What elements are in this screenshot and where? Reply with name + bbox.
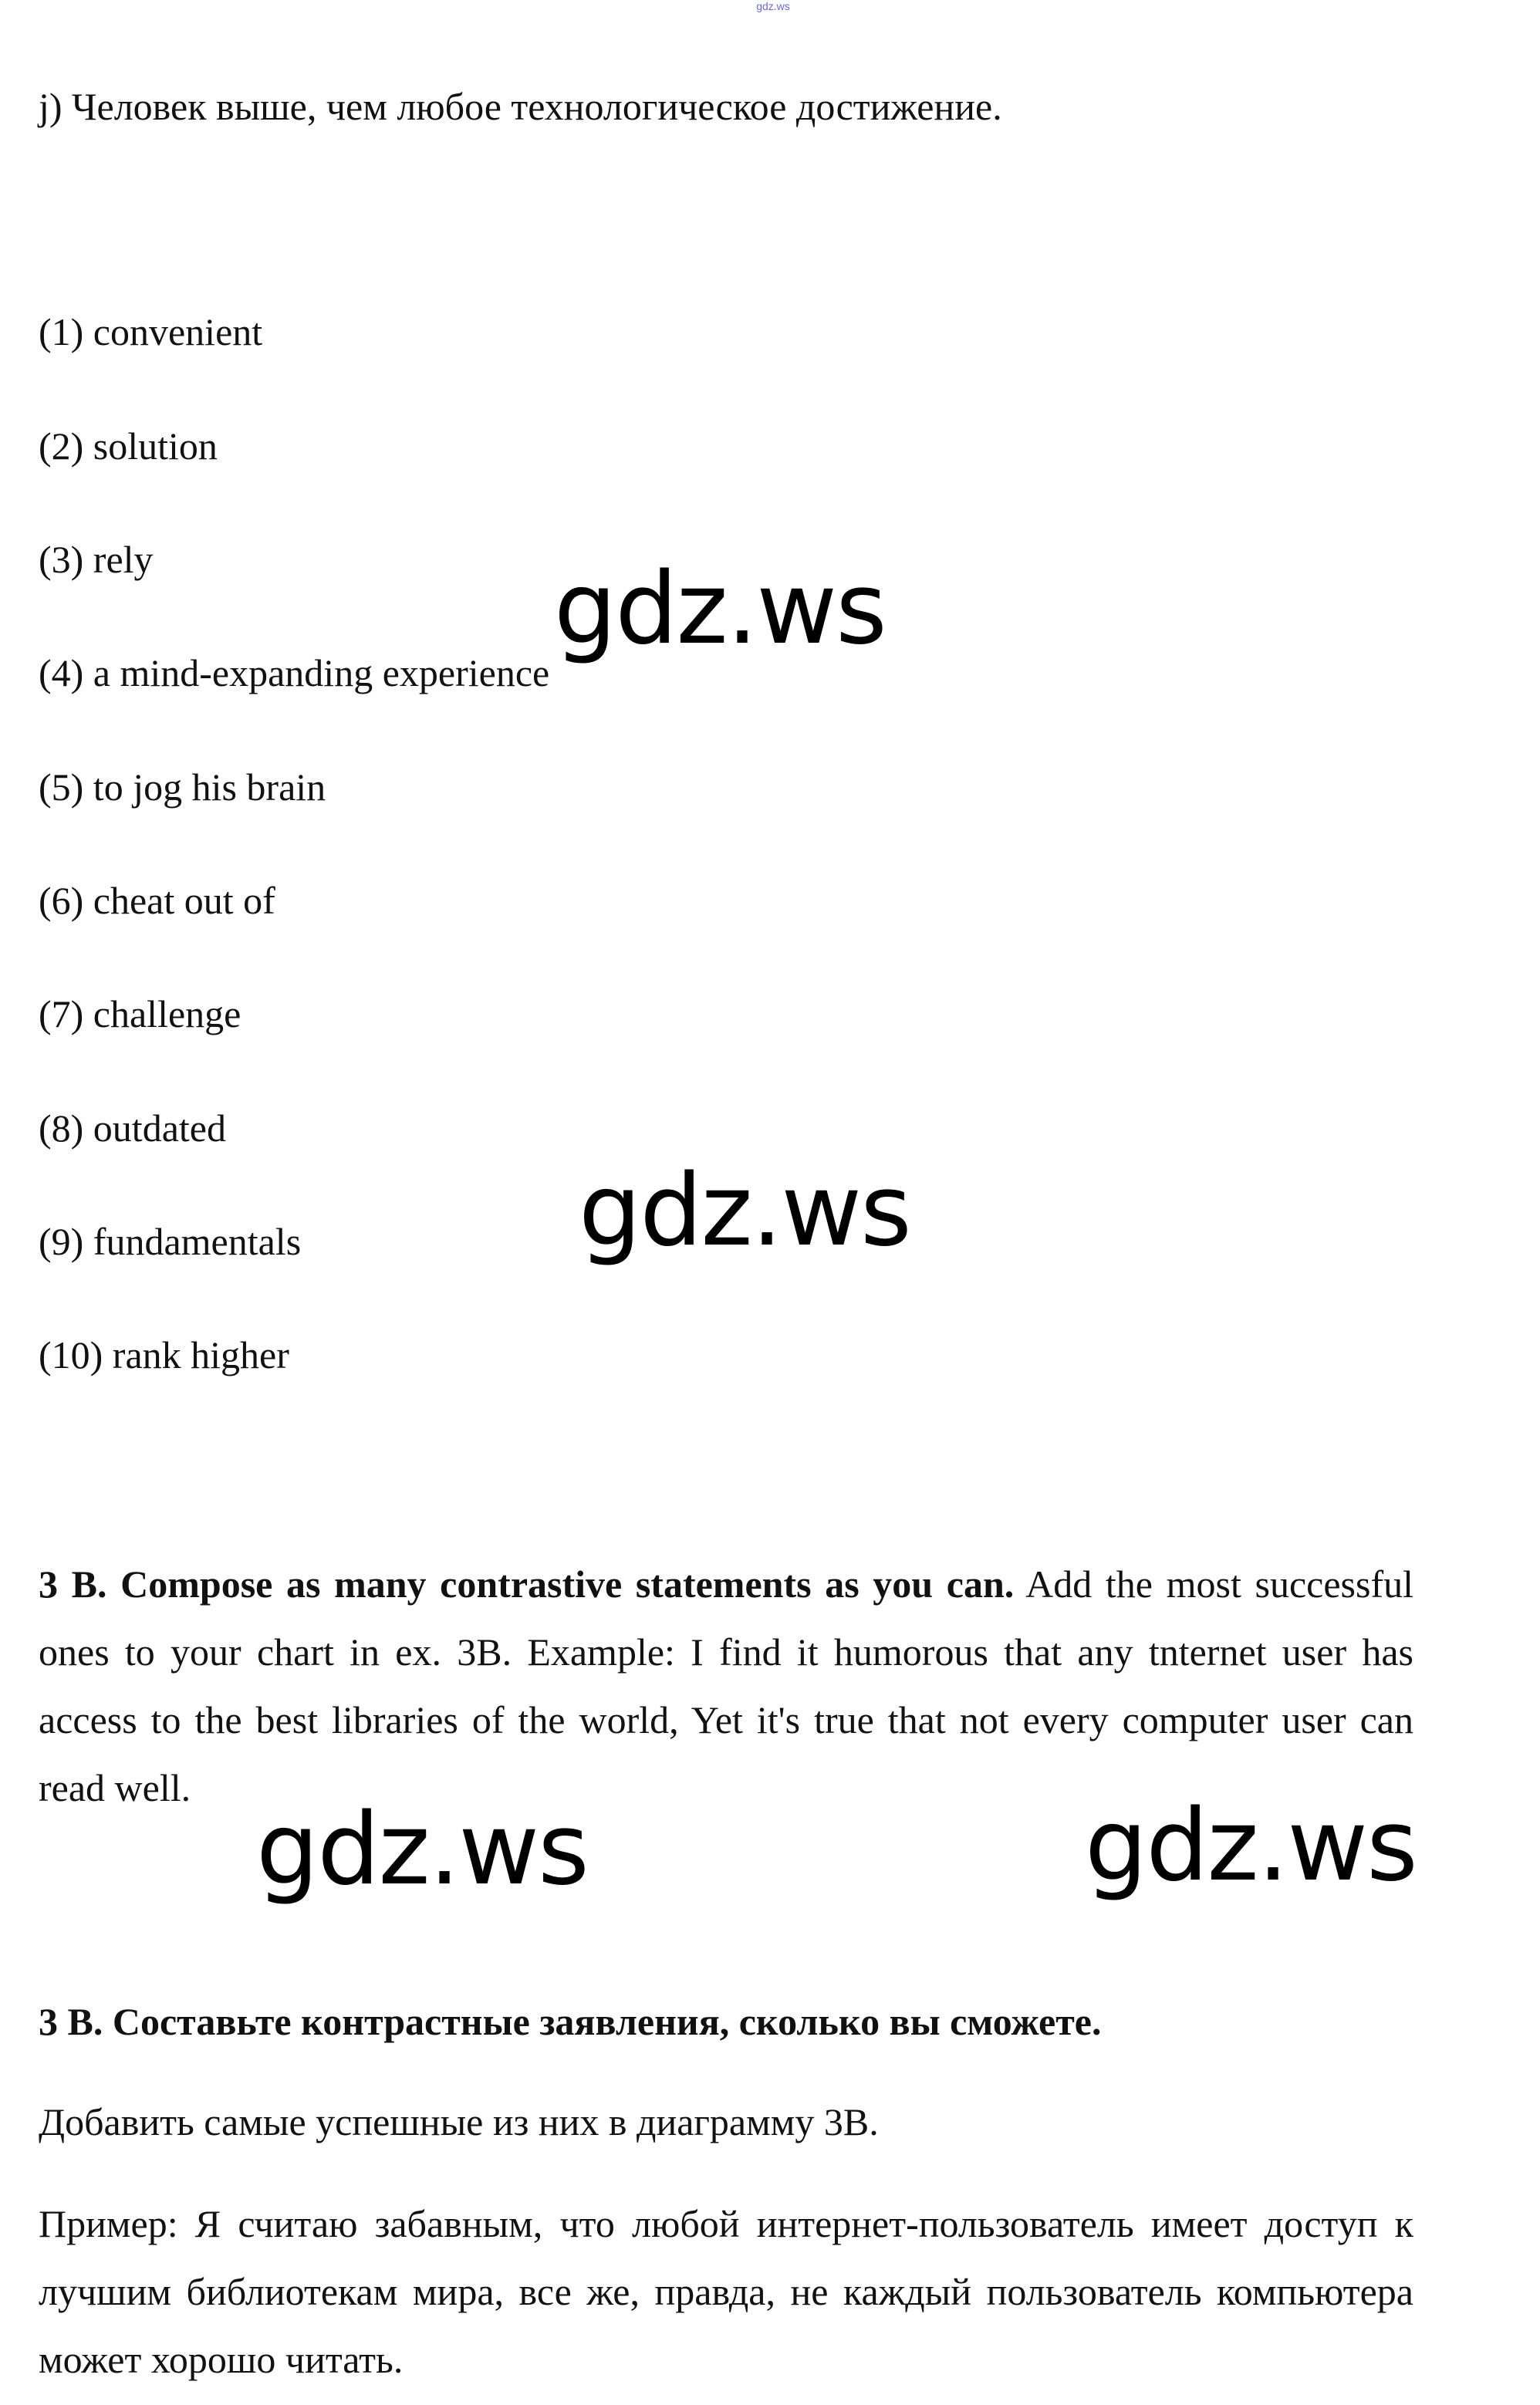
answer-item: (7) challenge xyxy=(39,992,241,1035)
answer-item: (6) cheat out of xyxy=(39,879,275,922)
task-en-body: Add the most successful ones to your chart in ex. 3B. Example: I find it humorous that any tnternet user has access to the best libraries of the world, Yet it's true that not every computer user can read well. xyxy=(39,1562,1413,1809)
answer-item: (10) rank higher xyxy=(39,1333,289,1376)
task-en-block xyxy=(39,1550,1413,1822)
watermark-logo: gdz.ws xyxy=(1085,1789,1417,1903)
watermark-logo: gdz.ws xyxy=(256,1792,588,1907)
watermark-logo: gdz.ws xyxy=(579,1154,910,1268)
answer-item: (9) fundamentals xyxy=(39,1220,302,1263)
answer-item: (4) a mind-expanding experience xyxy=(39,651,550,694)
answer-item: (5) to jog his brain xyxy=(39,765,326,809)
answer-item: (3) rely xyxy=(39,538,154,581)
answer-item: (8) outdated xyxy=(39,1106,226,1150)
answer-item: (1) convenient xyxy=(39,310,263,353)
watermark-logo: gdz.ws xyxy=(554,552,886,667)
answer-item: (2) solution xyxy=(39,424,218,468)
task-ru-heading: 3 В. Составьте контрастные заявления, сколько вы сможете. xyxy=(39,2000,1102,2043)
answer-line-j: j) Человек выше, чем любое технологическое достижение. xyxy=(39,85,1002,128)
task-ru-example: Пример: Я считаю забавным, что любой интернет-пользователь имеет доступ к лучшим библиотекам мира, все же, правда, не каждый пользователь компьютера может хорошо читать. xyxy=(39,2202,1413,2381)
top-watermark: gdz.ws xyxy=(756,0,790,12)
task-en-heading: 3 B. Compose as many contrastive statements as you can. xyxy=(39,1562,1015,1606)
task-ru-line1: Добавить самые успешные из них в диаграмму 3В. xyxy=(39,2100,879,2143)
